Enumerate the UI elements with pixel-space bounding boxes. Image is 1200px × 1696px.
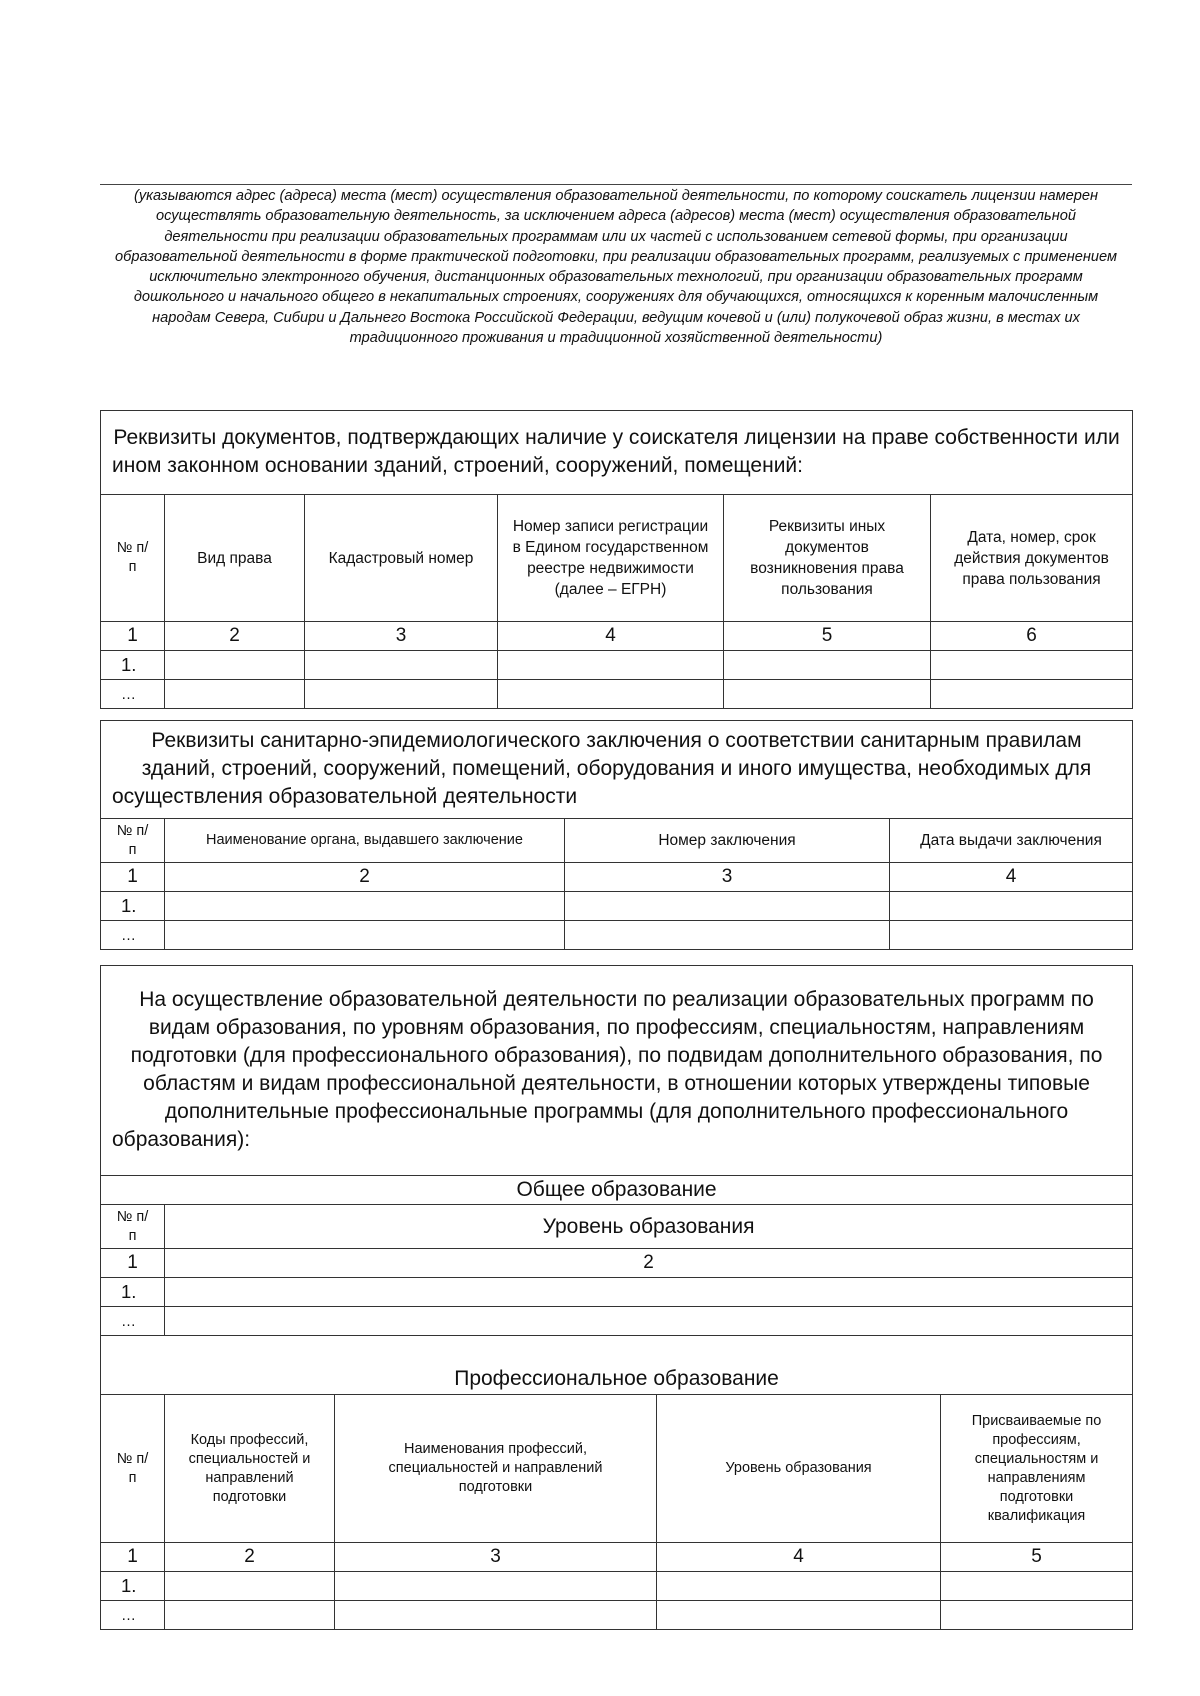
table-cell bbox=[305, 651, 498, 680]
column-number: 1 bbox=[101, 863, 165, 892]
column-number: 5 bbox=[941, 1543, 1133, 1572]
table1-header-row bbox=[101, 495, 1133, 622]
header-other-documents: Реквизиты иных документов возникновения права пользования bbox=[724, 495, 931, 622]
header-conclusion-number: Номер заключения bbox=[565, 819, 890, 863]
header-qualification: Присваиваемые по профессиям, специальностям и направлениям подготовки квалификация bbox=[941, 1395, 1133, 1543]
header-education-level: Уровень образования bbox=[657, 1395, 941, 1543]
table-cell bbox=[890, 892, 1133, 921]
address-note: (указываются адрес (адреса) места (мест) осуществления образовательной деятельности, по которому соискатель лицензии намерен осуществлять образовательную деятельность, за исключением адреса (адресов) места (мест) осуществления образовательной деятельности при реализации образовательных программам или их частей с использованием сетевой формы, при организации образовательной деятельности в форме практической подготовки, при реализации образовательных программ, реализуемых с применением исключительно электронного обучения, дистанционных образовательных технологий, при организации образовательных программ дошкольного и начального общего в некапитальных строениях, сооружениях для обучающихся, относящихся к коренным малочисленным народам Севера, Сибири и Дальнего Востока Российской Федерации, ведущим кочевой и (или) полукочевой образ жизни, в местах их традиционного проживания и традиционной хозяйственной деятельности) bbox=[115, 188, 1117, 347]
educational-programs-table bbox=[100, 965, 1133, 1630]
table-cell bbox=[931, 680, 1133, 709]
table-cell bbox=[565, 921, 890, 950]
table3-title: На осуществление образовательной деятельности по реализации образовательных программ по видам образования, по уровням образования, по профессиям, специальностям, направлениям подготовки (для профессионального образования), по подвидам дополнительного образования, по областям и видам профессиональной деятельности, в отношении которых утверждены типовые дополнительные профессиональные программы (для дополнительного профессионального образования): bbox=[101, 966, 1133, 1176]
sanitary-conclusion-table bbox=[100, 720, 1133, 950]
table-cell bbox=[165, 1278, 1133, 1307]
row-label: … bbox=[101, 1601, 165, 1630]
column-number: 4 bbox=[890, 863, 1133, 892]
professional-header-row bbox=[101, 1395, 1133, 1543]
column-number: 3 bbox=[335, 1543, 657, 1572]
table-cell bbox=[498, 651, 724, 680]
table-cell bbox=[890, 921, 1133, 950]
column-number: 4 bbox=[498, 622, 724, 651]
table-cell bbox=[165, 651, 305, 680]
column-number: 1 bbox=[101, 622, 165, 651]
professional-number-row bbox=[101, 1543, 1133, 1572]
table-row bbox=[101, 1601, 1133, 1630]
table-row bbox=[101, 892, 1133, 921]
column-number: 3 bbox=[565, 863, 890, 892]
table1-number-row bbox=[101, 622, 1133, 651]
table-row bbox=[101, 680, 1133, 709]
table2-header-row bbox=[101, 819, 1133, 863]
header-number: № п/п bbox=[101, 819, 165, 863]
table-row bbox=[101, 651, 1133, 680]
top-rule bbox=[100, 184, 1132, 185]
general-number-row bbox=[101, 1249, 1133, 1278]
column-number: 2 bbox=[165, 622, 305, 651]
table-cell bbox=[165, 680, 305, 709]
table2-number-row bbox=[101, 863, 1133, 892]
header-number: № п/п bbox=[101, 1205, 165, 1249]
general-education-heading: Общее образование bbox=[101, 1176, 1133, 1205]
row-label: 1. bbox=[101, 892, 165, 921]
header-education-level: Уровень образования bbox=[165, 1205, 1133, 1249]
table-cell bbox=[941, 1601, 1133, 1630]
header-issue-date: Дата выдачи заключения bbox=[890, 819, 1133, 863]
header-document-date: Дата, номер, срок действия документов права пользования bbox=[931, 495, 1133, 622]
column-number: 1 bbox=[101, 1249, 165, 1278]
header-profession-names: Наименования профессий, специальностей и направлений подготовки bbox=[335, 1395, 657, 1543]
table-cell bbox=[165, 1307, 1133, 1336]
table-row bbox=[101, 921, 1133, 950]
column-number: 6 bbox=[931, 622, 1133, 651]
professional-education-heading: Профессиональное образование bbox=[101, 1362, 1133, 1395]
table2-title: Реквизиты санитарно-эпидемиологического заключения о соответствии санитарным правилам зданий, строений, сооружений, помещений, оборудования и иного имущества, необходимых для осуществления образовательной деятельности bbox=[101, 721, 1133, 819]
table-cell bbox=[724, 680, 931, 709]
column-number: 2 bbox=[165, 1249, 1133, 1278]
table-cell bbox=[498, 680, 724, 709]
column-number: 2 bbox=[165, 1543, 335, 1572]
column-number: 1 bbox=[101, 1543, 165, 1572]
section-gap bbox=[101, 1336, 1133, 1362]
table-row bbox=[101, 1278, 1133, 1307]
header-egrn-record: Номер записи регистрации в Едином государственном реестре недвижимости (далее – ЕГРН) bbox=[498, 495, 724, 622]
table-cell bbox=[724, 651, 931, 680]
property-documents-table bbox=[100, 410, 1133, 709]
header-number: № п/п bbox=[101, 1395, 165, 1543]
table-row bbox=[101, 1307, 1133, 1336]
table-cell bbox=[305, 680, 498, 709]
row-label: 1. bbox=[101, 1572, 165, 1601]
table-cell bbox=[931, 651, 1133, 680]
table-row bbox=[101, 1572, 1133, 1601]
table-cell bbox=[165, 1572, 335, 1601]
table1-title: Реквизиты документов, подтверждающих наличие у соискателя лицензии на праве собственности или ином законном основании зданий, строений, сооружений, помещений: bbox=[101, 411, 1133, 495]
column-number: 4 bbox=[657, 1543, 941, 1572]
column-number: 5 bbox=[724, 622, 931, 651]
row-label: 1. bbox=[101, 1278, 165, 1307]
table-cell bbox=[941, 1572, 1133, 1601]
table-cell bbox=[657, 1601, 941, 1630]
row-label: … bbox=[101, 921, 165, 950]
column-number: 2 bbox=[165, 863, 565, 892]
header-right-type: Вид права bbox=[165, 495, 305, 622]
table-cell bbox=[335, 1572, 657, 1601]
row-label: … bbox=[101, 680, 165, 709]
header-issuing-authority: Наименование органа, выдавшего заключение bbox=[165, 819, 565, 863]
table-cell bbox=[165, 1601, 335, 1630]
table-cell bbox=[335, 1601, 657, 1630]
general-header-row bbox=[101, 1205, 1133, 1249]
row-label: … bbox=[101, 1307, 165, 1336]
table-cell bbox=[165, 921, 565, 950]
header-cadastral-number: Кадастровый номер bbox=[305, 495, 498, 622]
header-number: № п/п bbox=[101, 495, 165, 622]
column-number: 3 bbox=[305, 622, 498, 651]
table-cell bbox=[657, 1572, 941, 1601]
table-cell bbox=[565, 892, 890, 921]
header-profession-codes: Коды профессий, специальностей и направлений подготовки bbox=[165, 1395, 335, 1543]
row-label: 1. bbox=[101, 651, 165, 680]
table-cell bbox=[165, 892, 565, 921]
